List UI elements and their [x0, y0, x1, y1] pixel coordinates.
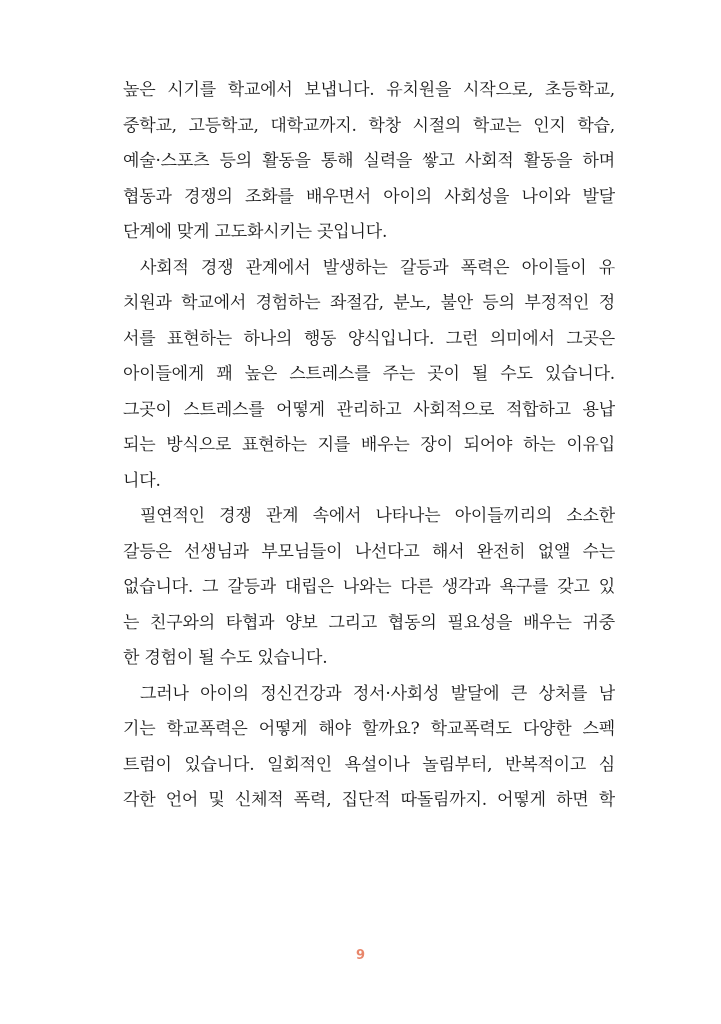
- body-text: [123, 73, 615, 819]
- text-line: 중학교, 고등학교, 대학교까지. 학창 시절의 학교는 인지 학습,: [123, 115, 615, 136]
- text-line: 필연적인 경쟁 관계 속에서 나타나는 아이들끼리의 소소한: [140, 506, 615, 526]
- text-line: 한 경험이 될 수도 있습니다.: [123, 648, 328, 668]
- text-line: 기는 학교폭력은 어떻게 해야 할까요? 학교폭력도 다양한 스펙: [123, 719, 615, 739]
- paragraph: [123, 499, 615, 677]
- text-line: 갈등은 선생님과 부모님들이 나선다고 해서 완전히 없앨 수는: [123, 541, 615, 562]
- text-line: 서를 표현하는 하나의 행동 양식입니다. 그런 의미에서 그곳은: [123, 328, 615, 349]
- paragraph: [123, 677, 615, 819]
- text-line: 그곳이 스트레스를 어떻게 관리하고 사회적으로 적합하고 용납: [123, 399, 615, 420]
- text-line: 단계에 맞게 고도화시키는 곳입니다.: [123, 222, 388, 242]
- text-line: 되는 방식으로 표현하는 지를 배우는 장이 되어야 하는 이유입: [123, 435, 615, 455]
- text-line: 치원과 학교에서 경험하는 좌절감, 분노, 불안 등의 부정적인 정: [123, 293, 615, 313]
- text-line: 높은 시기를 학교에서 보냅니다. 유치원을 시작으로, 초등학교,: [123, 80, 615, 100]
- page-number: 9: [355, 948, 366, 963]
- text-line: 트럼이 있습니다. 일회적인 욕설이나 놀림부터, 반복적이고 심: [123, 754, 615, 775]
- paragraph: [123, 251, 615, 500]
- text-line: 니다.: [123, 470, 161, 491]
- text-line: 없습니다. 그 갈등과 대립은 나와는 다른 생각과 욕구를 갖고 있: [123, 577, 615, 597]
- text-line: 아이들에게 꽤 높은 스트레스를 주는 곳이 될 수도 있습니다.: [123, 364, 615, 384]
- text-line: 협동과 경쟁의 조화를 배우면서 아이의 사회성을 나이와 발달: [123, 186, 615, 207]
- text-line: 는 친구와의 타협과 양보 그리고 협동의 필요성을 배우는 귀중: [123, 612, 615, 633]
- text-line: 사회적 경쟁 관계에서 발생하는 갈등과 폭력은 아이들이 유: [140, 257, 615, 278]
- text-line: 그러나 아이의 정신건강과 정서·사회성 발달에 큰 상처를 남: [140, 683, 615, 704]
- text-line: 각한 언어 및 신체적 폭력, 집단적 따돌림까지. 어떻게 하면 학: [123, 790, 615, 810]
- paragraph: [123, 73, 615, 251]
- text-line: 예술·스포츠 등의 활동을 통해 실력을 쌓고 사회적 활동을 하며: [123, 151, 615, 171]
